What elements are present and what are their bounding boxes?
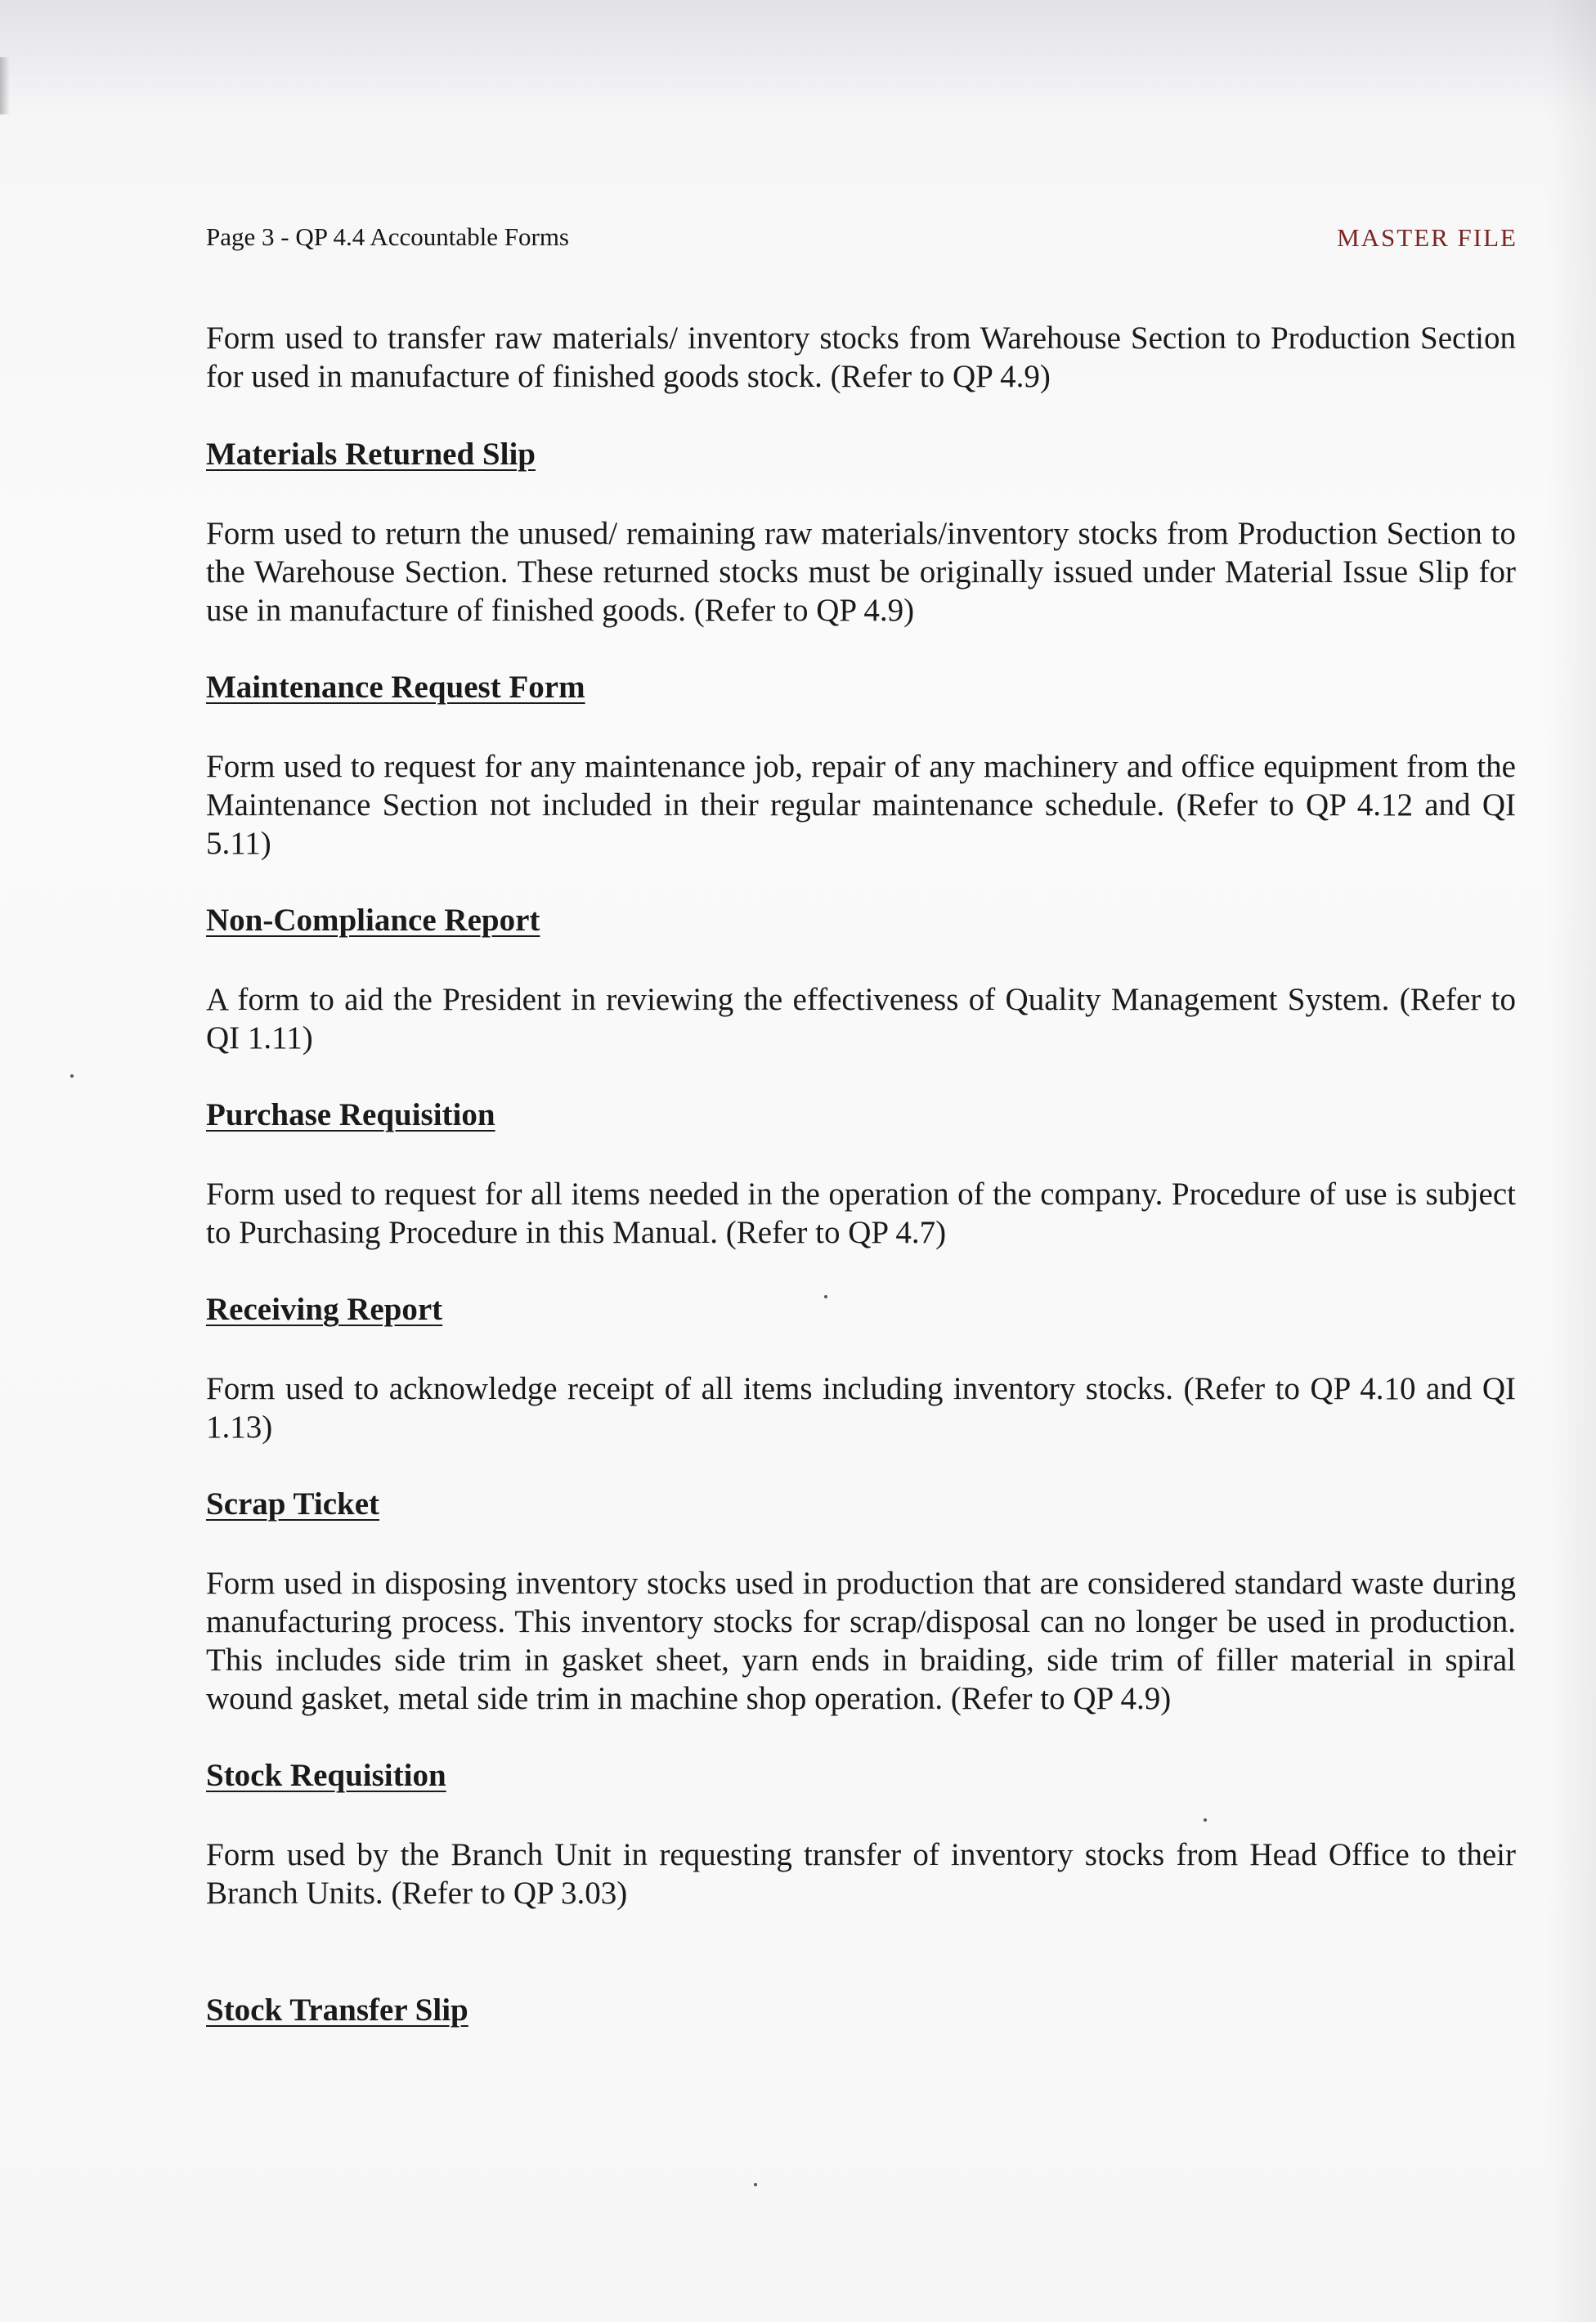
section-heading-scrap-ticket: Scrap Ticket [206,1486,379,1522]
section-heading-materials-returned-slip: Materials Returned Slip [206,437,536,472]
section-text-maintenance-request-form: Form used to request for any maintenance job, repair of any machinery and office equipment from the Maintenance Section not included in their regular maintenance schedule. (Refer to QP 4.12 and QI 5.11) [206,749,1516,861]
section-heading-receiving-report: Receiving Report [206,1292,443,1327]
section-text-receiving-report: Form used to acknowledge receipt of all items including inventory stocks. (Refer to QP 4.10 and QI 1.13) [206,1371,1516,1445]
scan-speck [1204,1818,1207,1822]
section-text-scrap-ticket: Form used in disposing inventory stocks used in production that are considered standard waste during manufacturing process. This inventory stocks for scrap/disposal can no longer be used in production. This includes side trim in gasket sheet, yarn ends in braiding, side trim of filler material in spiral wound gasket, metal side trim in machine shop operation. (Refer to QP 4.9) [206,1566,1516,1716]
section-heading-non-compliance-report: Non-Compliance Report [206,903,540,938]
document-body [206,319,1516,2029]
section-text-stock-requisition: Form used by the Branch Unit in requesting transfer of inventory stocks from Head Office to their Branch Units. (Refer to QP 3.03) [206,1837,1516,1911]
page-header-title: Page 3 - QP 4.4 Accountable Forms [206,222,569,251]
scan-speck [824,1295,827,1298]
master-file-stamp: MASTER FILE [1337,223,1518,252]
intro-paragraph: Form used to transfer raw materials/ inventory stocks from Warehouse Section to Production Section for used in manufacture of finished goods stock. (Refer to QP 4.9) [206,321,1516,394]
section-heading-stock-transfer-slip: Stock Transfer Slip [206,1993,468,2028]
scan-speck [70,1074,74,1078]
page-edge-shadow [1547,0,1596,2322]
section-text-non-compliance-report: A form to aid the President in reviewing the effectiveness of Quality Management System. (Refer to QI 1.11) [206,982,1516,1056]
section-heading-purchase-requisition: Purchase Requisition [206,1097,495,1132]
scan-shadow [0,0,1596,114]
section-text-materials-returned-slip: Form used to return the unused/ remaining raw materials/inventory stocks from Production Section to the Warehouse Section. These returned stocks must be originally issued under Material Issue Slip for use in manufacture of finished goods. (Refer to QP 4.9) [206,516,1516,628]
section-heading-maintenance-request-form: Maintenance Request Form [206,670,585,705]
scan-edge-mark [0,57,10,114]
section-heading-stock-requisition: Stock Requisition [206,1758,446,1793]
scan-speck [754,2183,757,2186]
section-text-purchase-requisition: Form used to request for all items needed in the operation of the company. Procedure of use is subject to Purchasing Procedure in this Manual. (Refer to QP 4.7) [206,1177,1516,1250]
